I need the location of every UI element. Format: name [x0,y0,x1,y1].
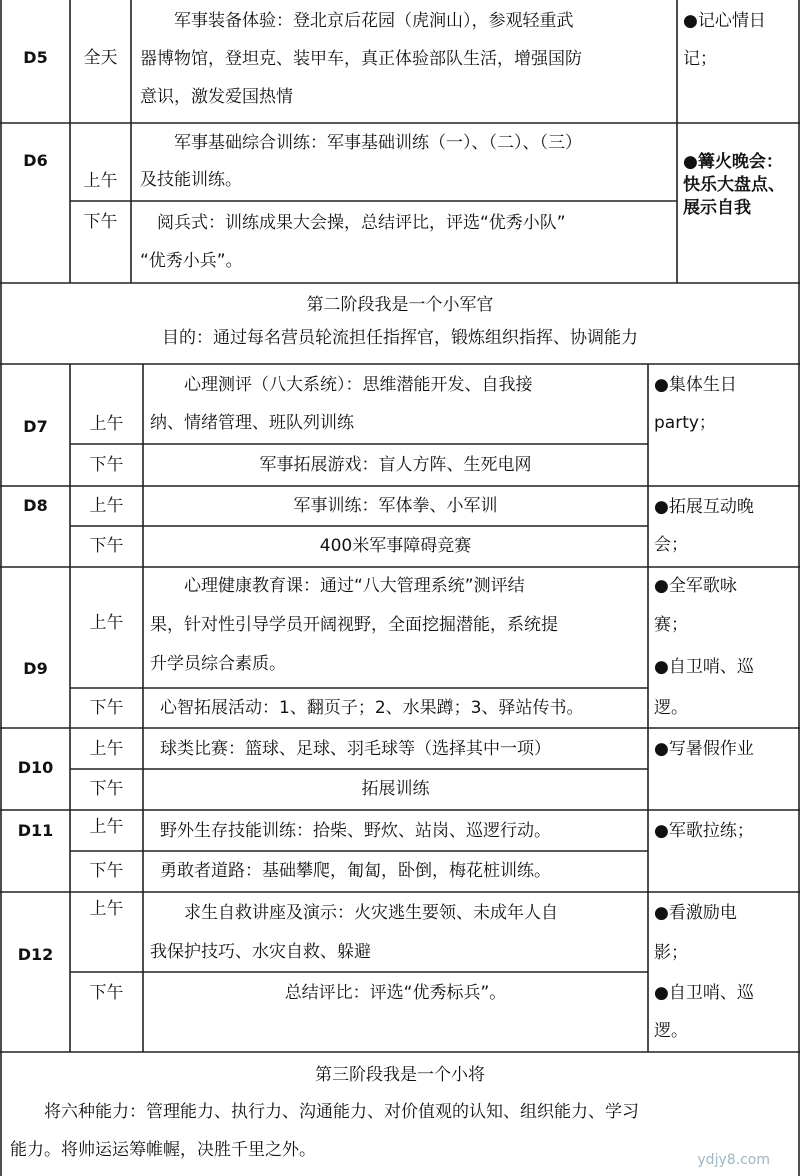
stage3-line-2: 能力。将帅运运筹帷幄，决胜千里之外。 [10,1140,316,1160]
d12-note-line-2: 影； [654,943,688,963]
day-label-d6: D6 [23,151,48,170]
d12-note-line-3: ●自卫哨、巡 [654,983,754,1003]
d11-note-line-1: ●军歌拉练； [654,821,754,841]
d6-note-line-2: 快乐大盘点、 [683,175,785,195]
stage2-title: 第二阶段我是一个小军官 [306,295,494,315]
watermark: ydjy8.com [697,1152,770,1168]
d8-note-line-2: 会； [654,535,688,555]
d12-note-line-1: ●看激励电 [654,903,737,923]
d5-content-line-2: 器博物馆，登坦克、装甲车，真正体验部队生活，增强国防 [140,49,582,69]
d5-note-line-2: 记； [683,49,717,69]
stage2-goal: 目的：通过每名营员轮流担任指挥官，锻炼组织指挥、协调能力 [162,328,638,348]
d6-note-line-3: 展示自我 [683,198,751,218]
d8-pm-text: 400米军事障碍竞赛 [319,536,472,556]
d7-am-line-2: 纳、情绪管理、班队列训练 [150,413,354,433]
d7-am-line-1: 心理测评（八大系统）：思维潜能开发、自我接 [150,375,533,395]
time-label-pm: 下午 [89,779,124,799]
d9-note-line-3: ●自卫哨、巡 [654,657,754,677]
d9-note-line-2: 赛； [654,615,688,635]
day-label-d10: D10 [17,758,54,777]
time-label-am: 上午 [89,899,124,919]
d12-am-line-2: 我保护技巧、水灾自救、躲避 [150,942,371,962]
d9-am-line-2: 果，针对性引导学员开阔视野，全面挖掘潜能，系统提 [150,615,558,635]
day-label-d12: D12 [17,945,54,964]
d9-note-line-4: 逻。 [654,698,688,718]
d7-pm-text: 军事拓展游戏：盲人方阵、生死电网 [259,455,532,475]
d6-pm-line-1: 阅兵式：训练成果大会操，总结评比，评选“优秀小队” [140,213,566,233]
d5-note-line-1: ●记心情日 [683,11,766,31]
d8-am-text: 军事训练：军体拳、小军训 [293,496,498,516]
time-label-pm: 下午 [89,861,124,881]
d12-am-line-1: 求生自救讲座及演示：火灾逃生要领、未成年人自 [150,903,558,923]
d7-note-line-1: ●集体生日 [654,375,737,395]
time-label-pm: 下午 [89,983,124,1003]
stage3-title: 第三阶段我是一个小将 [315,1065,485,1085]
d9-am-line-1: 心理健康教育课：通过“八大管理系统”测评结 [150,576,525,596]
time-label-am: 上午 [89,817,124,837]
d9-pm-text: 心智拓展活动：1、翻页子；2、水果蹲；3、驿站传书。 [160,698,584,718]
d10-am-text: 球类比赛：篮球、足球、羽毛球等（选择其中一项） [160,739,551,759]
d10-pm-text: 拓展训练 [361,779,430,799]
time-label-pm: 下午 [89,455,124,475]
d6-am-line-1: 军事基础综合训练：军事基础训练（一）、（二）、（三） [140,133,582,153]
d6-pm-line-2: “优秀小兵”。 [140,251,243,271]
time-label-pm: 下午 [83,212,118,232]
d9-note-line-1: ●全军歌咏 [654,576,737,596]
day-label-d8: D8 [23,496,48,515]
day-label-d9: D9 [23,659,48,678]
time-label-am: 上午 [89,613,124,633]
d6-note-line-1: ●篝火晚会： [683,152,783,172]
d11-am-text: 野外生存技能训练：拾柴、野炊、站岗、巡逻行动。 [160,821,551,841]
d10-note-line-1: ●写暑假作业 [654,739,754,759]
d12-pm-text: 总结评比：评选“优秀标兵”。 [284,983,507,1003]
d12-note-line-4: 逻。 [654,1021,688,1041]
time-label-am: 上午 [89,414,124,434]
time-label-am: 上午 [83,171,118,191]
d9-am-line-3: 升学员综合素质。 [150,654,286,674]
stage3-line-1: 将六种能力：管理能力、执行力、沟通能力、对价值观的认知、组织能力、学习 [10,1102,639,1122]
time-label-pm: 下午 [89,536,124,556]
time-label-am: 上午 [89,739,124,759]
time-label-am: 上午 [89,496,124,516]
day-label-d7: D7 [23,417,48,436]
d6-am-line-2: 及技能训练。 [140,170,242,190]
day-label-d5: D5 [23,48,48,67]
time-label-allday: 全天 [83,48,118,68]
d11-pm-text: 勇敢者道路：基础攀爬，匍匐，卧倒，梅花桩训练。 [160,861,551,881]
time-label-pm: 下午 [89,698,124,718]
day-label-d11: D11 [17,821,54,840]
d5-content-line-1: 军事装备体验：登北京后花园（虎涧山），参观轻重武 [140,11,574,31]
d5-content-line-3: 意识，激发爱国热情 [140,87,293,107]
d7-note-line-2: party； [654,413,716,433]
d8-note-line-1: ●拓展互动晚 [654,497,754,517]
